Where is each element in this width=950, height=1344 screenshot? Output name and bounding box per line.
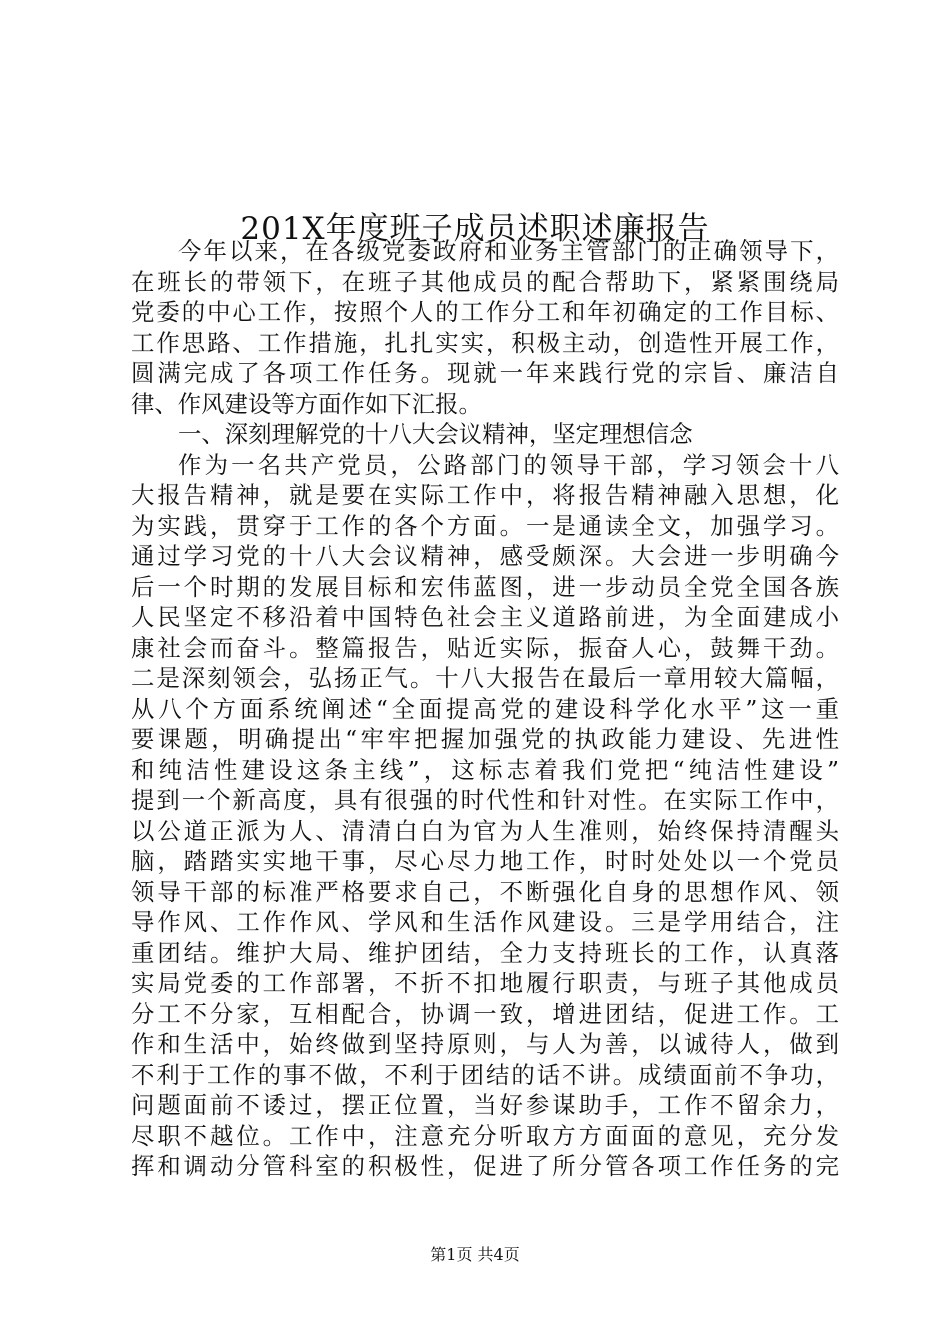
body-line: 今年以来，在各级党委政府和业务主管部门的正确领导下， xyxy=(178,237,839,265)
body-line: 律、作风建设等方面作如下汇报。 xyxy=(131,389,482,418)
body-line: 尽职不越位。工作中，注意充分听取方方面面的意见，充分发 xyxy=(131,1121,839,1150)
body-line: 挥和调动分管科室的积极性，促进了所分管各项工作任务的完 xyxy=(131,1152,839,1180)
body-line: 作和生活中，始终做到坚持原则，与人为善，以诚待人，做到 xyxy=(131,1030,839,1058)
page-footer: 第1页 共4页 xyxy=(430,1245,520,1264)
body-line: 后一个时期的发展目标和宏伟蓝图，进一步动员全党全国各族 xyxy=(131,572,839,601)
body-line: 和纯洁性建设这条主线”，这标志着我们党把“纯洁性建设” xyxy=(131,755,839,784)
body-line: 以公道正派为人、清清白白为官为人生准则，始终保持清醒头 xyxy=(131,816,839,845)
body-line: 领导干部的标准严格要求自己，不断强化自身的思想作风、领 xyxy=(131,877,839,906)
section-heading: 一、深刻理解党的十八大会议精神，坚定理想信念 xyxy=(178,420,693,448)
body-line: 为实践，贯穿于工作的各个方面。一是通读全文，加强学习。 xyxy=(131,511,839,540)
body-line: 从八个方面系统阐述“全面提高党的建设科学化水平”这一重 xyxy=(131,694,839,723)
body-line: 要课题，明确提出“牢牢把握加强党的执政能力建设、先进性 xyxy=(131,725,839,753)
body-line: 大报告精神，就是要在实际工作中，将报告精神融入思想，化 xyxy=(131,481,839,509)
body-line: 重团结。维护大局、维护团结，全力支持班长的工作，认真落 xyxy=(131,938,839,967)
body-line: 工作思路、工作措施，扎扎实实，积极主动，创造性开展工作， xyxy=(131,328,839,357)
body-line: 导作风、工作作风、学风和生活作风建设。三是学用结合，注 xyxy=(131,908,839,936)
body-line: 通过学习党的十八大会议精神，感受颇深。大会进一步明确今 xyxy=(131,542,839,570)
body-line: 分工不分家，互相配合，协调一致，增进团结，促进工作。工 xyxy=(131,999,839,1028)
document-title: 201X年度班子成员述职述廉报告 xyxy=(240,210,710,247)
body-line: 党委的中心工作，按照个人的工作分工和年初确定的工作目标、 xyxy=(131,298,839,326)
body-line: 二是深刻领会，弘扬正气。十八大报告在最后一章用较大篇幅， xyxy=(131,664,839,692)
body-line: 不利于工作的事不做，不利于团结的话不讲。成绩面前不争功， xyxy=(131,1060,839,1089)
document-body xyxy=(131,236,839,1182)
body-line: 圆满完成了各项工作任务。现就一年来践行党的宗旨、廉洁自 xyxy=(131,359,839,387)
body-line: 人民坚定不移沿着中国特色社会主义道路前进，为全面建成小 xyxy=(131,603,839,631)
body-line: 问题面前不诿过，摆正位置，当好参谋助手，工作不留余力， xyxy=(131,1091,839,1119)
body-line: 实局党委的工作部署，不折不扣地履行职责，与班子其他成员 xyxy=(131,969,839,997)
body-line: 作为一名共产党员，公路部门的领导干部，学习领会十八 xyxy=(178,450,839,479)
body-line: 在班长的带领下，在班子其他成员的配合帮助下，紧紧围绕局 xyxy=(131,267,839,296)
body-line: 提到一个新高度，具有很强的时代性和针对性。在实际工作中， xyxy=(131,786,839,814)
body-line: 康社会而奋斗。整篇报告，贴近实际，振奋人心，鼓舞干劲。 xyxy=(131,633,839,662)
body-line: 脑，踏踏实实地干事，尽心尽力地工作，时时处处以一个党员 xyxy=(131,847,839,875)
